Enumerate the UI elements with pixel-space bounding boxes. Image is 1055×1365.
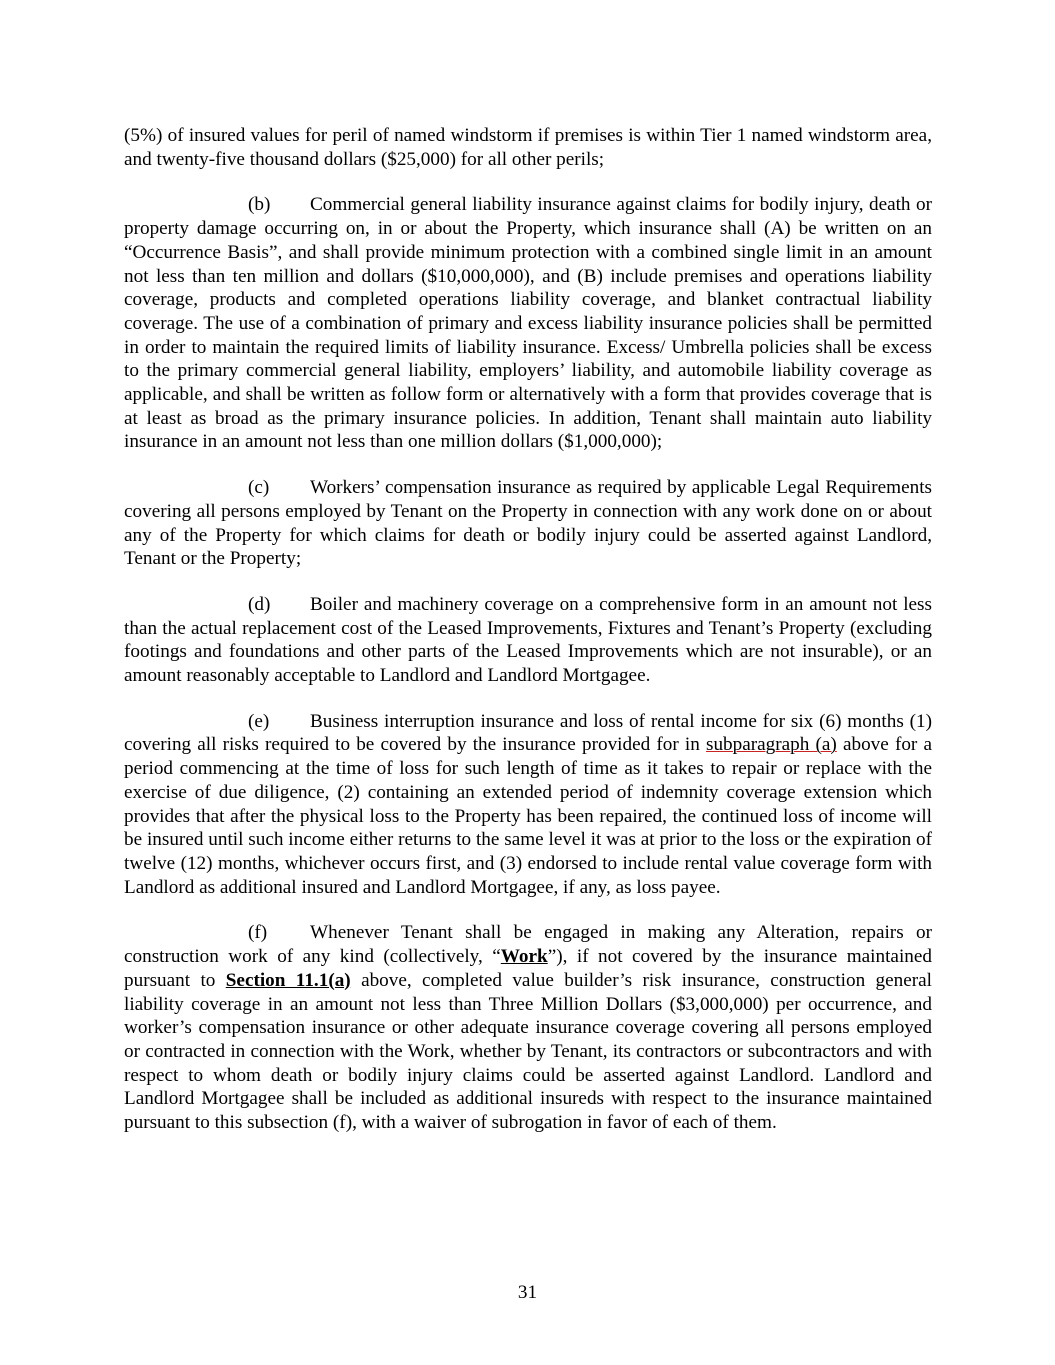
paragraph-text: above for a period commencing at the time of loss for such length of time as it takes to repair or replace with the exercise of due diligence, (2) containing an extended period of indemnity coverage extension which provides that after the physical loss to the Property has been repaired, the continued loss of income will be insured until such income either returns to the same level it was at prior to the loss or the expiration of twelve (12) months, whichever occurs first, and (3) endorsed to include rental value coverage form with Landlord as additional insured and Landlord Mortgagee, if any, as loss payee. <box>124 734 932 898</box>
section-reference: Section 11.1(a) <box>225 969 351 991</box>
subparagraph-reference: subparagraph (a) <box>705 734 837 756</box>
paragraph-b <box>124 193 932 454</box>
paragraph-text: Whenever Tenant shall be engaged in making any Alteration, repairs or construction work of any kind (collectively, “ <box>124 922 932 968</box>
paragraph-label: (d) <box>248 593 271 615</box>
paragraph-c <box>124 476 932 571</box>
paragraph-text: above, completed value builder’s risk insurance, construction general liability coverage in an amount not less than Three Million Dollars ($3,000,000) per occurrence, and worker’s compensation insurance or other adequate insurance coverage covering all persons employed or contracted in connection with the Work, whether by Tenant, its contractors or subcontractors and with respect to whom death or bodily injury claims could be asserted against Landlord. Landlord and Landlord Mortgagee shall be included as additional insureds with respect to the insurance maintained pursuant to this subsection (f), with a waiver of subrogation in favor of each of them. <box>124 969 932 1134</box>
paragraph-label: (e) <box>248 710 270 732</box>
paragraph-text: Boiler and machinery coverage on a comprehensive form in an amount not less than the actual replacement cost of the Leased Improvements, Fixtures and Tenant’s Property (excluding footings and foundations and other parts of the Leased Improvements which are not insurable), or an amount reasonably acceptable to Landlord and Landlord Mortgagee. <box>124 593 932 687</box>
paragraph-label: (b) <box>248 194 271 216</box>
paragraph-text: Business interruption insurance and loss of rental income for six (6) months (1) covering all risks required to be covered by the insurance provided for in <box>124 710 932 756</box>
paragraph-text: (5%) of insured values for peril of named windstorm if premises is within Tier 1 named windstorm area, and twenty-five thousand dollars ($25,000) for all other perils; <box>124 125 932 170</box>
paragraph-d <box>124 593 932 688</box>
paragraph-label: (f) <box>248 922 268 944</box>
paragraph-text: Workers’ compensation insurance as required by applicable Legal Requirements covering all persons employed by Tenant on the Property in connection with any work done on or about any of the Property for which claims for death or bodily injury could be asserted against Landlord, Tenant or the Property; <box>124 477 932 570</box>
paragraph-f <box>124 921 932 1134</box>
document-page <box>124 124 932 1157</box>
paragraph-text: ”), if not covered by the insurance maintained pursuant to <box>124 946 932 991</box>
paragraph-continuation <box>124 124 932 171</box>
paragraph-label: (c) <box>248 477 270 499</box>
defined-term-work: Work <box>500 946 548 968</box>
paragraph-text: Commercial general liability insurance against claims for bodily injury, death or property damage occurring on, in or about the Property, which insurance shall (A) be written on an “Occurrence Basis”, and shall provide minimum protection with a combined single limit in an amount not less than ten million and dollars ($10,000,000), and (B) include premises and operations liability coverage, products and completed operations liability coverage, and blanket contractual liability coverage. The use of a combination of primary and excess liability insurance policies shall be permitted in order to maintain the required limits of liability insurance. Excess/ Umbrella policies shall be excess to the primary commercial general liability, employers’ liability, and automobile liability coverage as applicable, and shall be written as follow form or alternatively with a form that provides coverage that is at least as broad as the primary insurance policies. In addition, Tenant shall maintain auto liability insurance in an amount not less than one million dollars ($1,000,000); <box>124 194 932 453</box>
page-number: 31 <box>517 1282 538 1303</box>
paragraph-e <box>124 710 932 900</box>
